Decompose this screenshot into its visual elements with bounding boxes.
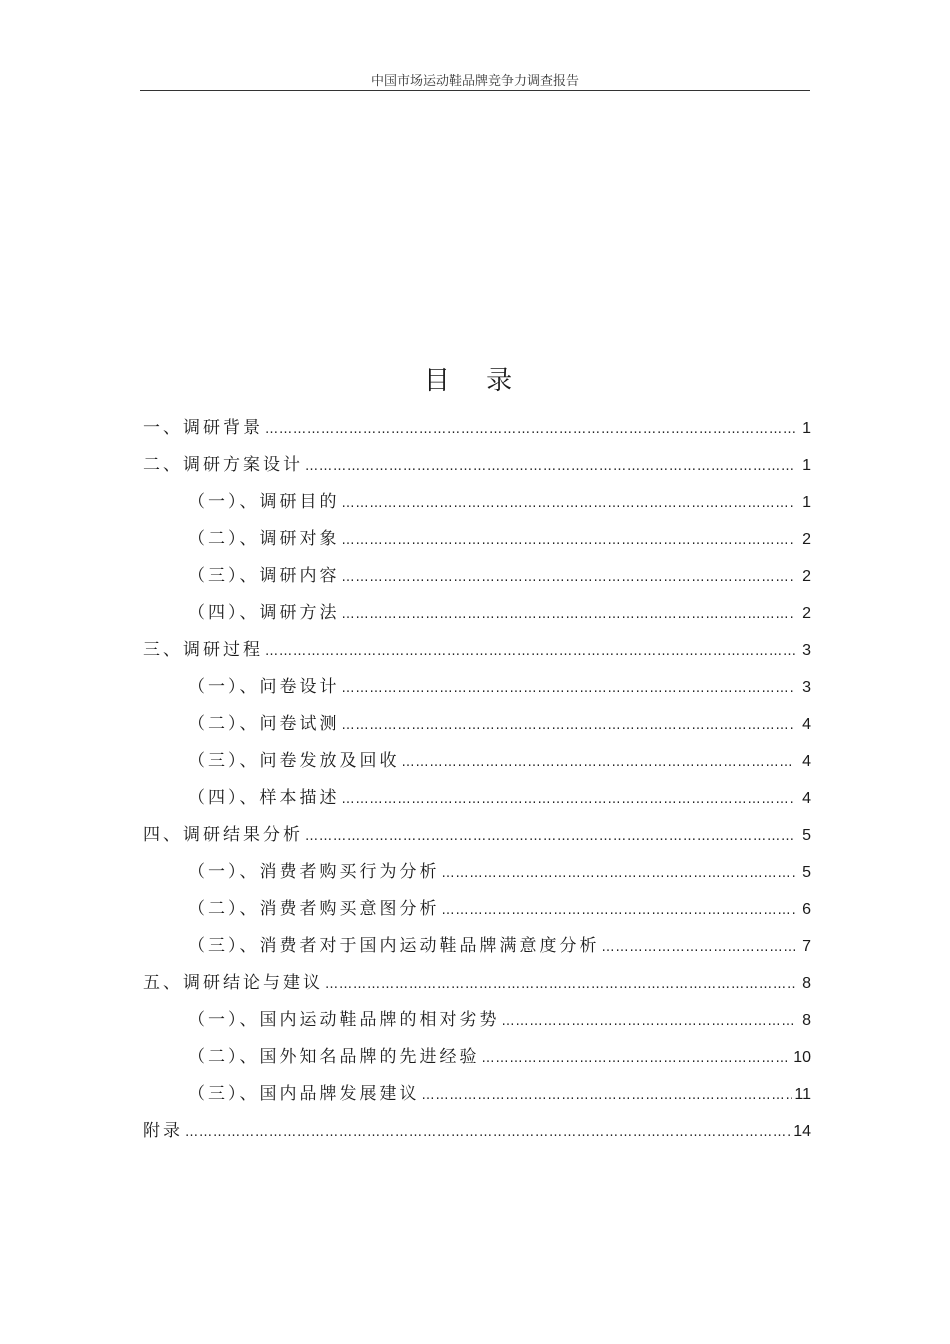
toc-entry[interactable] [143,635,811,672]
toc-entry-page: 10 [793,1049,811,1066]
toc-leader-dots [422,1088,793,1103]
toc-entry-page: 4 [802,716,811,733]
toc-entry-label: 四、调研结果分析 [143,825,303,845]
toc-subentry[interactable] [143,672,811,709]
toc-entry-label: 一、调研背景 [143,418,263,438]
toc-entry-page: 2 [802,568,811,585]
toc-subentry[interactable] [143,894,811,931]
toc-subentry[interactable] [143,709,811,746]
toc-leader-dots [442,866,796,881]
toc-leader-dots [185,1125,791,1140]
toc-entry-label: （二）、国外知名品牌的先进经验 [188,1047,480,1067]
toc-entry-label: （四）、样本描述 [188,788,340,808]
toc-entry-label: 五、调研结论与建议 [143,973,323,993]
toc-entry-label: （一）、问卷设计 [188,677,340,697]
toc-entry[interactable] [143,450,811,487]
toc-leader-dots [342,496,796,511]
toc-subentry[interactable] [143,783,811,820]
toc-entry-label: （一）、国内运动鞋品牌的相对劣势 [188,1010,500,1030]
toc-entry[interactable] [143,968,811,1005]
toc-leader-dots [402,755,796,770]
toc-leader-dots [342,570,796,585]
toc-subentry[interactable] [143,857,811,894]
toc-leader-dots [342,607,796,622]
toc-entry-page: 6 [802,901,811,918]
toc-entry-page: 1 [802,494,811,511]
toc-entry[interactable] [143,413,811,450]
toc-entry-page: 5 [802,827,811,844]
toc-entry-label: （三）、国内品牌发展建议 [188,1084,420,1104]
toc-leader-dots [265,422,795,437]
toc-subentry[interactable] [143,524,811,561]
toc-entry-page: 3 [802,642,811,659]
toc-leader-dots [342,792,796,807]
toc-entry-label: （二）、问卷试测 [188,714,340,734]
running-header-text: 中国市场运动鞋品牌竞争力调查报告 [370,74,579,89]
toc-entry-label: （一）、消费者购买行为分析 [188,862,440,882]
toc-subentry[interactable] [143,1005,811,1042]
toc-subentry[interactable] [143,598,811,635]
toc-leader-dots [305,829,795,844]
toc-entry-page: 11 [794,1086,811,1103]
toc-entry-page: 3 [802,679,811,696]
toc-leader-dots [482,1051,792,1066]
toc-leader-dots [305,459,795,474]
toc-subentry[interactable] [143,561,811,598]
toc-leader-dots [442,903,796,918]
toc-entry-page: 5 [802,864,811,881]
toc-subentry[interactable] [143,931,811,968]
toc-leader-dots [342,533,796,548]
toc-entry-page: 14 [793,1123,811,1140]
toc-entry-page: 1 [802,457,811,474]
toc-entry-page: 4 [802,790,811,807]
toc-leader-dots [342,718,796,733]
toc-entry[interactable] [143,1116,811,1153]
toc-entry-page: 8 [802,1012,811,1029]
toc-subentry[interactable] [143,1079,811,1116]
toc-entry-page: 1 [802,420,811,437]
toc-leader-dots [342,681,796,696]
toc-subentry[interactable] [143,487,811,524]
toc-entry-label: （三）、消费者对于国内运动鞋品牌满意度分析 [188,936,600,956]
toc-entry-label: （二）、消费者购买意图分析 [188,899,440,919]
toc-entry-page: 8 [802,975,811,992]
toc-entry-page: 7 [802,938,811,955]
toc-leader-dots [502,1014,796,1029]
toc-entry-label: 二、调研方案设计 [143,455,303,475]
table-of-contents [143,413,811,1153]
toc-entry-label: （三）、问卷发放及回收 [188,751,400,771]
running-header [140,70,810,91]
toc-subentry[interactable] [143,746,811,783]
toc-entry-label: （一）、调研目的 [188,492,340,512]
toc-leader-dots [265,644,795,659]
toc-entry-page: 2 [802,605,811,622]
toc-subentry[interactable] [143,1042,811,1079]
toc-leader-dots [325,977,795,992]
toc-title: 目 录 [423,366,527,396]
toc-entry-page: 2 [802,531,811,548]
toc-leader-dots [602,940,796,955]
toc-entry-label: 三、调研过程 [143,640,263,660]
toc-entry[interactable] [143,820,811,857]
toc-entry-label: （二）、调研对象 [188,529,340,549]
toc-entry-label: （三）、调研内容 [188,566,340,586]
toc-entry-label: （四）、调研方法 [188,603,340,623]
toc-entry-page: 4 [802,753,811,770]
toc-entry-label: 附录 [143,1121,183,1141]
